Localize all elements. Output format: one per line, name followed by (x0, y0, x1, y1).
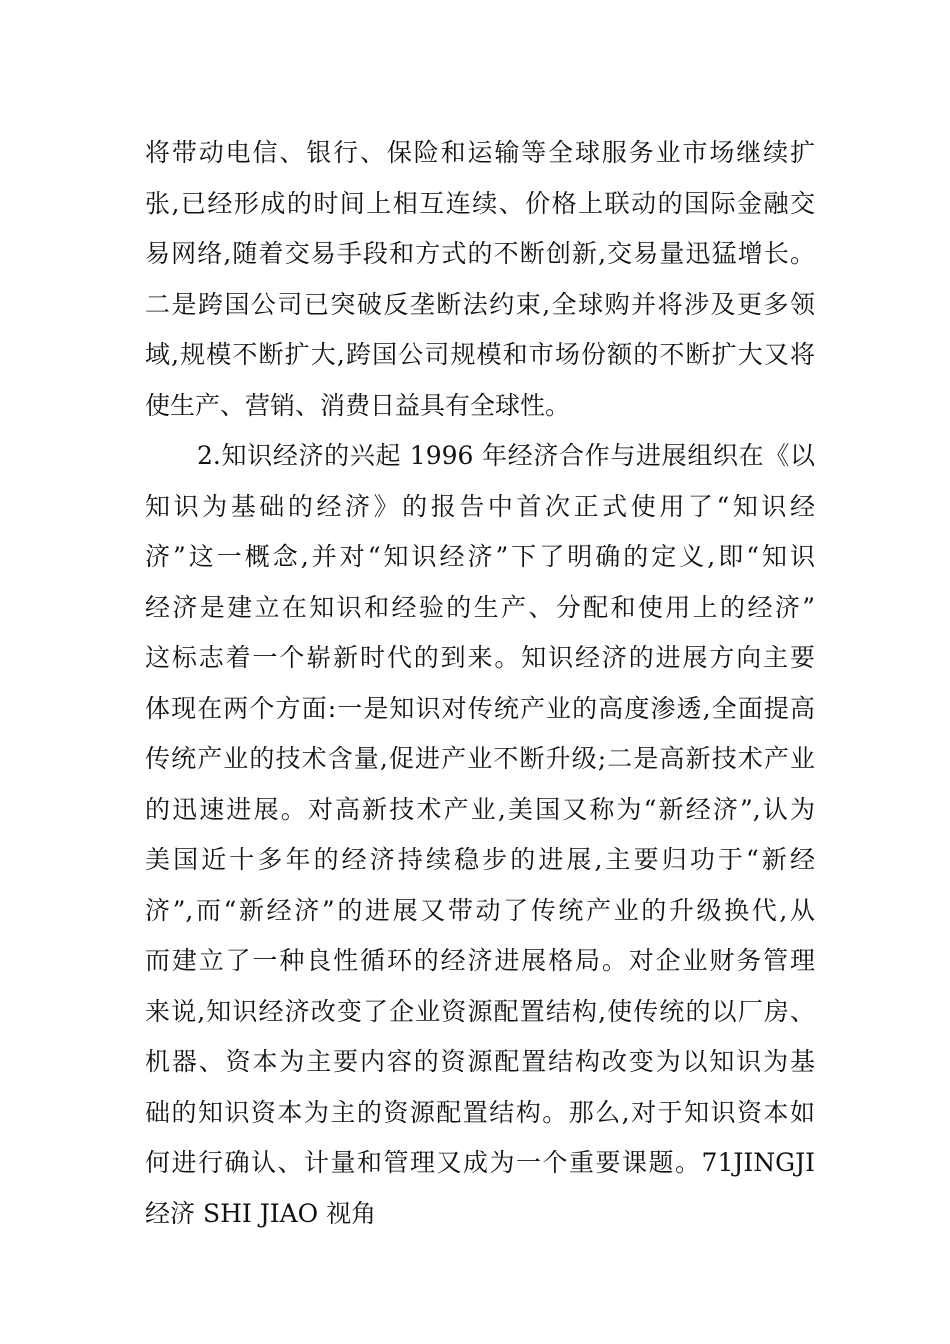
text-line: 美国近十多年的经济持续稳步的进展,主要归功于“新经 (145, 845, 815, 874)
text-line: 二是跨国公司已突破反垄断法约束,全球购并将涉及更多领 (145, 289, 815, 319)
body-text (145, 128, 815, 1239)
paragraph-start-line: 2.知识经济的兴起 1996 年经济合作与进展组织在《以 (197, 441, 815, 470)
text-line: 础的知识资本为主的资源配置结构。那么,对于知识资本如 (145, 1097, 815, 1127)
text-line: 传统产业的技术含量,促进产业不断升级;二是高新技术产业 (145, 744, 815, 773)
text-line: 何进行确认、计量和管理又成为一个重要课题。71JINGJI (145, 1148, 815, 1177)
text-line: 的迅速进展。对高新技术产业,美国又称为“新经济”,认为 (145, 794, 815, 824)
text-line: 这标志着一个崭新时代的到来。知识经济的进展方向主要 (145, 643, 815, 672)
text-line: 知识为基础的经济》的报告中首次正式使用了“知识经 (145, 491, 815, 521)
text-line: 来说,知识经济改变了企业资源配置结构,使传统的以厂房、 (145, 996, 815, 1026)
text-line: 易网络,随着交易手段和方式的不断创新,交易量迅猛增长。 (145, 239, 815, 268)
text-line: 机器、资本为主要内容的资源配置结构改变为以知识为基 (145, 1047, 815, 1076)
text-line: 域,规模不断扩大,跨国公司规模和市场份额的不断扩大又将 (145, 340, 815, 369)
text-line: 经济 SHI JIAO 视角 (145, 1198, 377, 1228)
text-line: 张,已经形成的时间上相互连续、价格上联动的国际金融交 (145, 188, 815, 218)
text-line: 济”,而“新经济”的进展又带动了传统产业的升级换代,从 (145, 895, 815, 925)
text-line: 经济是建立在知识和经验的生产、分配和使用上的经济” (145, 592, 815, 622)
text-line: 将带动电信、银行、保险和运输等全球服务业市场继续扩 (145, 138, 815, 167)
text-line: 使生产、营销、消费日益具有全球性。 (145, 390, 571, 420)
text-line: 体现在两个方面:一是知识对传统产业的高度渗透,全面提高 (145, 693, 815, 723)
text-line: 济”这一概念,并对“知识经济”下了明确的定义,即“知识 (145, 542, 815, 571)
text-line: 而建立了一种良性循环的经济进展格局。对企业财务管理 (145, 946, 815, 975)
